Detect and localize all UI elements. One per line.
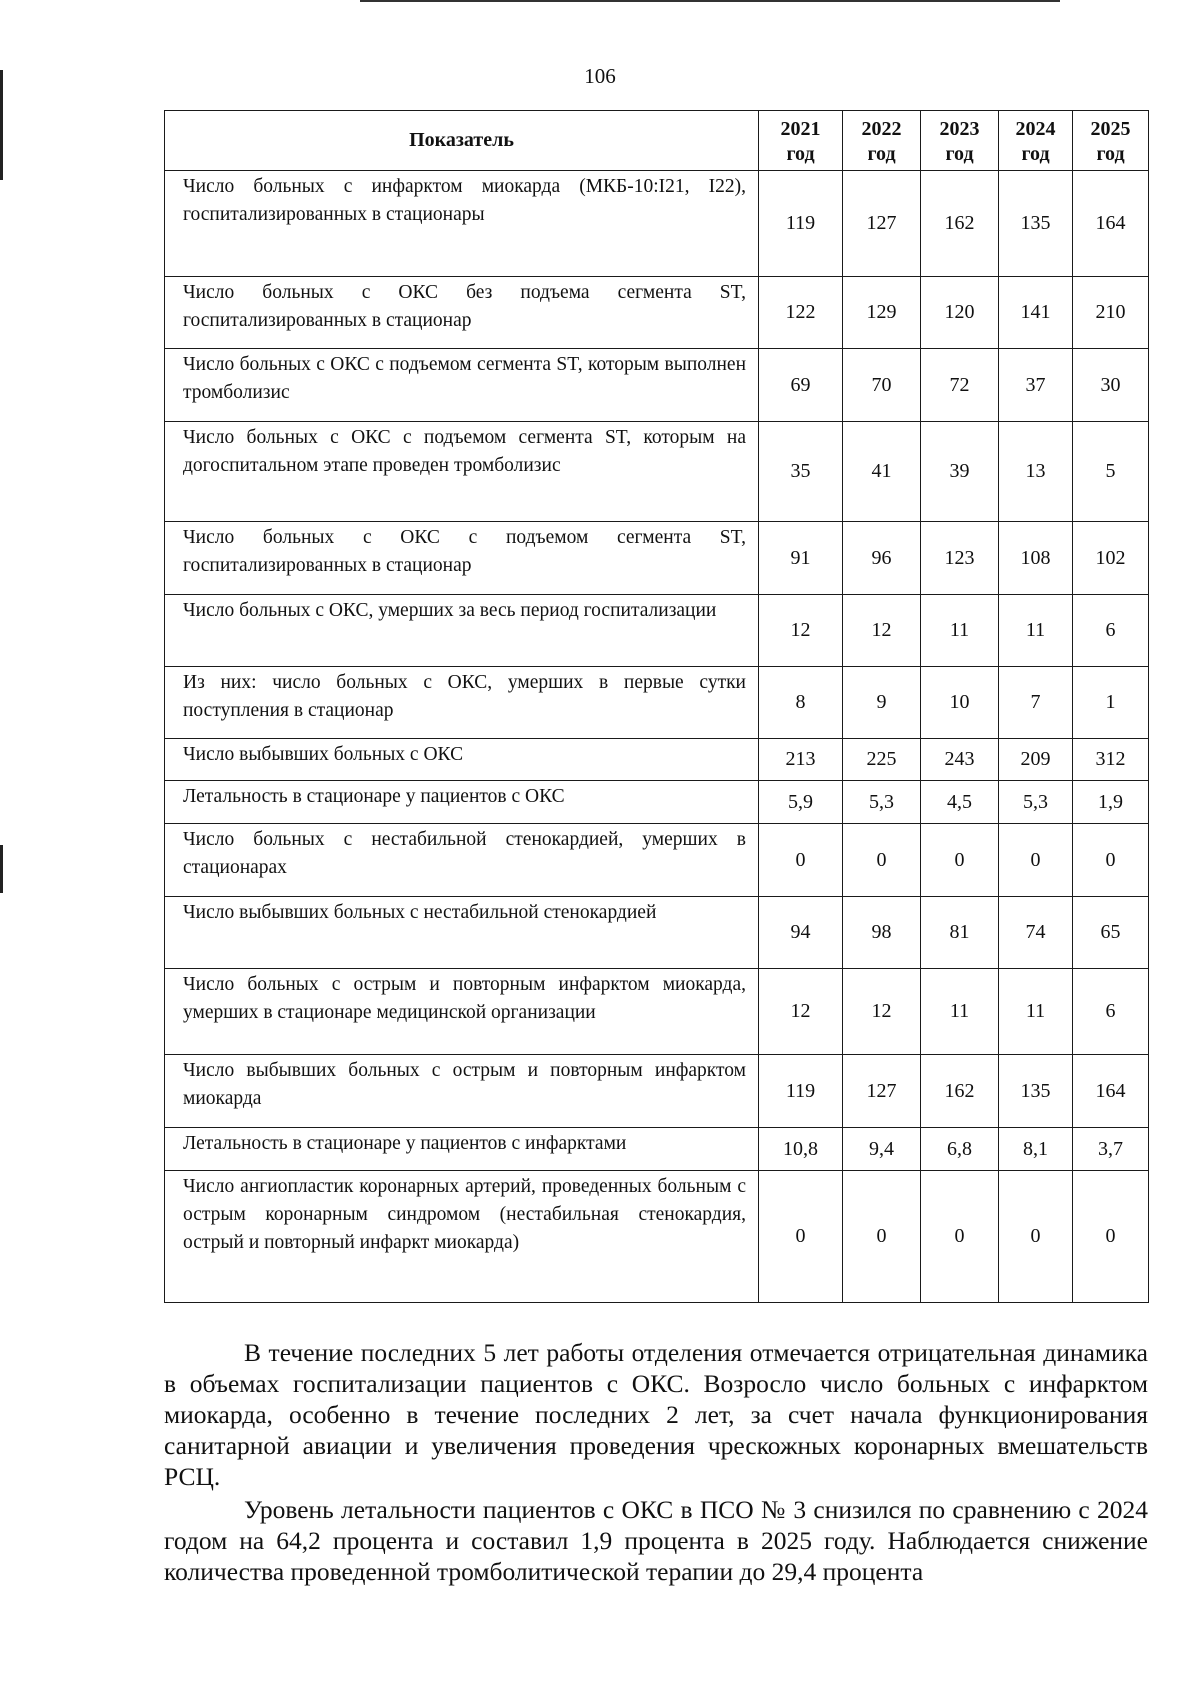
table-row (165, 667, 1149, 739)
indicator-label: Число выбывших больных с ОКС (165, 739, 759, 781)
table-row (165, 1171, 1149, 1303)
value-cell-2023: 11 (921, 595, 999, 667)
value-cell-2021: 12 (759, 969, 843, 1055)
value-cell-2023: 72 (921, 349, 999, 422)
year-unit: год (945, 142, 974, 165)
value-cell-2024: 209 (999, 739, 1073, 781)
value-cell-2025: 102 (1073, 522, 1149, 595)
value-cell-2022: 70 (843, 349, 921, 422)
value-cell-2024: 13 (999, 422, 1073, 522)
table-row (165, 522, 1149, 595)
value-cell-2022: 129 (843, 277, 921, 349)
year-header-2021 (759, 111, 843, 171)
value-cell-2022: 41 (843, 422, 921, 522)
value-cell-2022: 98 (843, 897, 921, 969)
value-cell-2023: 81 (921, 897, 999, 969)
value-cell-2024: 135 (999, 171, 1073, 277)
value-cell-2024: 7 (999, 667, 1073, 739)
value-cell-2025: 6 (1073, 969, 1149, 1055)
table-row (165, 595, 1149, 667)
table-row (165, 349, 1149, 422)
page-top-rule (360, 0, 1060, 2)
value-cell-2021: 0 (759, 1171, 843, 1303)
value-cell-2024: 141 (999, 277, 1073, 349)
indicator-label: Летальность в стационаре у пациентов с инфарктами (165, 1128, 759, 1171)
value-cell-2024: 135 (999, 1055, 1073, 1128)
value-cell-2023: 10 (921, 667, 999, 739)
value-cell-2022: 96 (843, 522, 921, 595)
value-cell-2024: 5,3 (999, 781, 1073, 824)
table-row (165, 739, 1149, 781)
indicator-label: Число больных с нестабильной стенокардией, умерших в стационарах (165, 824, 759, 897)
value-cell-2023: 0 (921, 824, 999, 897)
value-cell-2022: 127 (843, 1055, 921, 1128)
table-row (165, 277, 1149, 349)
indicator-label: Число больных с ОКС с подъемом сегмента ST, госпитализированных в стационар (165, 522, 759, 595)
value-cell-2025: 1,9 (1073, 781, 1149, 824)
value-cell-2023: 4,5 (921, 781, 999, 824)
value-cell-2024: 37 (999, 349, 1073, 422)
value-cell-2023: 243 (921, 739, 999, 781)
value-cell-2021: 35 (759, 422, 843, 522)
value-cell-2025: 164 (1073, 171, 1149, 277)
value-cell-2025: 0 (1073, 824, 1149, 897)
value-cell-2023: 120 (921, 277, 999, 349)
value-cell-2022: 9 (843, 667, 921, 739)
table-row (165, 969, 1149, 1055)
value-cell-2025: 164 (1073, 1055, 1149, 1128)
year-label: 2025 (1090, 117, 1131, 140)
value-cell-2021: 91 (759, 522, 843, 595)
value-cell-2022: 12 (843, 969, 921, 1055)
value-cell-2022: 9,4 (843, 1128, 921, 1171)
value-cell-2024: 74 (999, 897, 1073, 969)
indicator-label: Число больных с ОКС с подъемом сегмента ST, которым на догоспитальном этапе проведен тромболизис (165, 422, 759, 522)
table-row (165, 1055, 1149, 1128)
indicator-header: Показатель (165, 111, 759, 171)
value-cell-2021: 69 (759, 349, 843, 422)
value-cell-2022: 0 (843, 824, 921, 897)
value-cell-2022: 12 (843, 595, 921, 667)
value-cell-2025: 312 (1073, 739, 1149, 781)
value-cell-2021: 213 (759, 739, 843, 781)
value-cell-2025: 210 (1073, 277, 1149, 349)
year-label: 2022 (861, 117, 902, 140)
value-cell-2025: 0 (1073, 1171, 1149, 1303)
indicator-label: Число больных с ОКС с подъемом сегмента ST, которым выполнен тромболизис (165, 349, 759, 422)
value-cell-2021: 8 (759, 667, 843, 739)
value-cell-2022: 0 (843, 1171, 921, 1303)
value-cell-2023: 162 (921, 1055, 999, 1128)
indicator-label: Число больных с ОКС, умерших за весь период госпитализации (165, 595, 759, 667)
scan-edge-mark (0, 845, 3, 893)
year-unit: год (1021, 142, 1050, 165)
year-label: 2023 (939, 117, 980, 140)
value-cell-2021: 10,8 (759, 1128, 843, 1171)
table-header-row (165, 111, 1149, 171)
value-cell-2021: 5,9 (759, 781, 843, 824)
table-row (165, 824, 1149, 897)
value-cell-2024: 8,1 (999, 1128, 1073, 1171)
body-paragraph: Уровень летальности пациентов с ОКС в ПСО № 3 снизился по сравнению с 2024 годом на 64,2 процента и составил 1,9 процента в 2025 году. Наблюдается снижение количества проведенной тромболитической терапии до 29,4 процента (164, 1495, 1148, 1586)
year-unit: год (1096, 142, 1125, 165)
indicator-label: Число выбывших больных с острым и повторным инфарктом миокарда (165, 1055, 759, 1128)
table-row (165, 897, 1149, 969)
indicator-label: Число выбывших больных с нестабильной стенокардией (165, 897, 759, 969)
table-row (165, 171, 1149, 277)
body-paragraph: В течение последних 5 лет работы отделения отмечается отрицательная динамика в объемах госпитализации пациентов с ОКС. Возросло число больных с инфарктом миокарда, особенно в течение последних 2 лет, за счет начала функционирования санитарной авиации и увеличения проведения чрескожных коронарных вмешательств РСЦ. (164, 1338, 1148, 1491)
value-cell-2023: 6,8 (921, 1128, 999, 1171)
table-row (165, 781, 1149, 824)
value-cell-2024: 0 (999, 824, 1073, 897)
year-unit: год (867, 142, 896, 165)
value-cell-2021: 122 (759, 277, 843, 349)
indicators-table (164, 110, 1149, 1303)
indicator-label: Из них: число больных с ОКС, умерших в первые сутки поступления в стационар (165, 667, 759, 739)
value-cell-2025: 1 (1073, 667, 1149, 739)
value-cell-2021: 119 (759, 171, 843, 277)
value-cell-2021: 0 (759, 824, 843, 897)
year-unit: год (786, 142, 815, 165)
value-cell-2025: 6 (1073, 595, 1149, 667)
value-cell-2024: 11 (999, 969, 1073, 1055)
indicator-label: Число больных с ОКС без подъема сегмента ST, госпитализированных в стационар (165, 277, 759, 349)
value-cell-2023: 162 (921, 171, 999, 277)
value-cell-2022: 5,3 (843, 781, 921, 824)
year-header-2025 (1073, 111, 1149, 171)
indicator-label: Число ангиопластик коронарных артерий, проведенных больным с острым коронарным синдромом (нестабильная стенокардия, острый и повторный инфаркт миокарда) (165, 1171, 759, 1303)
indicator-label: Число больных с острым и повторным инфарктом миокарда, умерших в стационаре медицинской организации (165, 969, 759, 1055)
indicator-label: Летальность в стационаре у пациентов с ОКС (165, 781, 759, 824)
value-cell-2021: 12 (759, 595, 843, 667)
value-cell-2023: 123 (921, 522, 999, 595)
value-cell-2025: 30 (1073, 349, 1149, 422)
value-cell-2024: 0 (999, 1171, 1073, 1303)
value-cell-2023: 11 (921, 969, 999, 1055)
value-cell-2025: 5 (1073, 422, 1149, 522)
year-header-2023 (921, 111, 999, 171)
value-cell-2021: 119 (759, 1055, 843, 1128)
value-cell-2025: 65 (1073, 897, 1149, 969)
page-number: 106 (584, 64, 616, 88)
year-header-2024 (999, 111, 1073, 171)
value-cell-2023: 39 (921, 422, 999, 522)
value-cell-2021: 94 (759, 897, 843, 969)
year-label: 2021 (780, 117, 821, 140)
value-cell-2022: 225 (843, 739, 921, 781)
value-cell-2023: 0 (921, 1171, 999, 1303)
value-cell-2024: 11 (999, 595, 1073, 667)
year-label: 2024 (1015, 117, 1056, 140)
table-row (165, 422, 1149, 522)
value-cell-2025: 3,7 (1073, 1128, 1149, 1171)
value-cell-2024: 108 (999, 522, 1073, 595)
year-header-2022 (843, 111, 921, 171)
value-cell-2022: 127 (843, 171, 921, 277)
indicator-label: Число больных с инфарктом миокарда (МКБ-10:I21, I22), госпитализированных в стационары (165, 171, 759, 277)
table-row (165, 1128, 1149, 1171)
